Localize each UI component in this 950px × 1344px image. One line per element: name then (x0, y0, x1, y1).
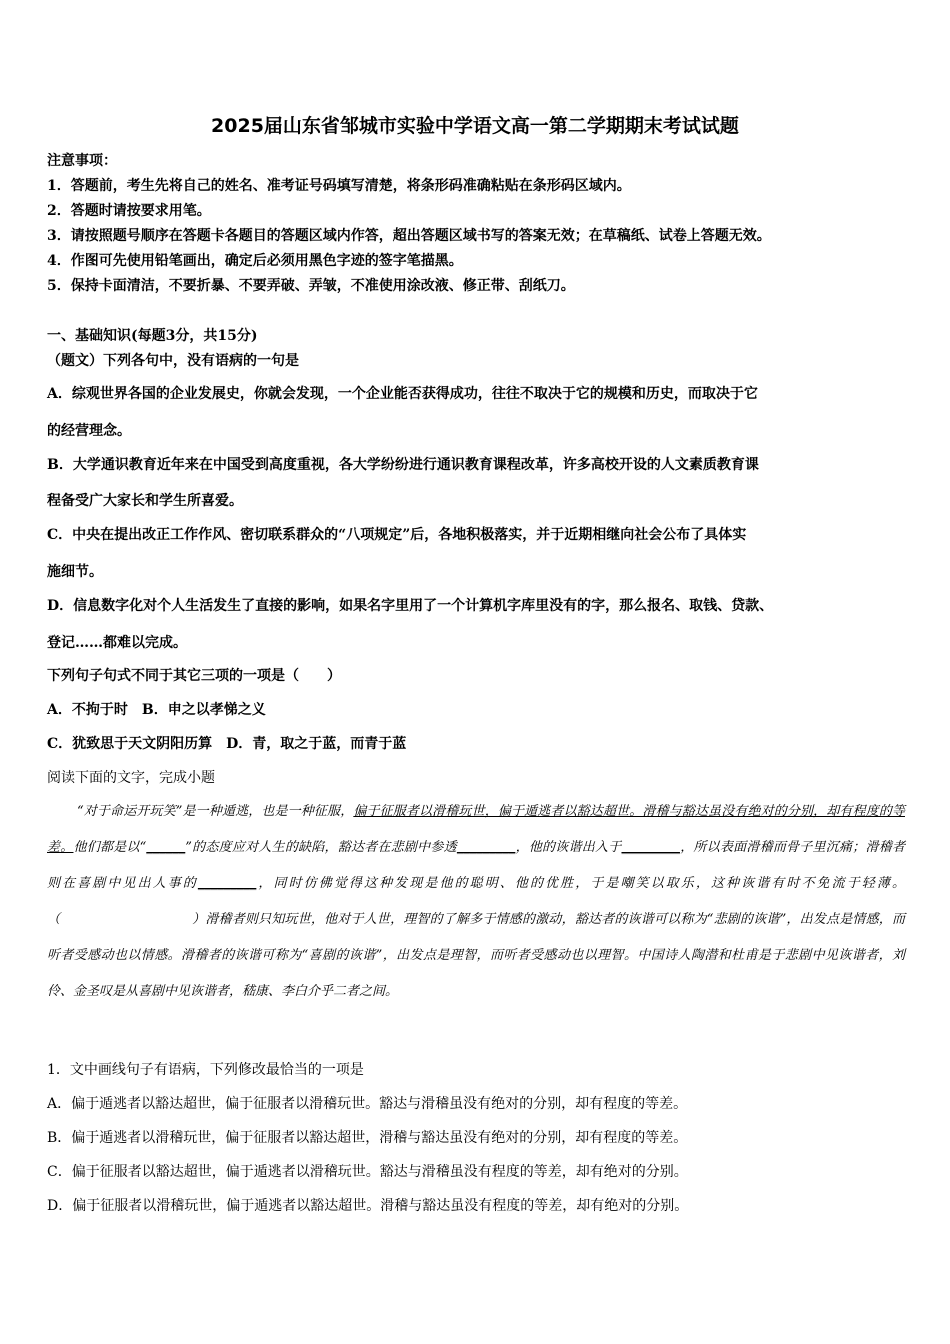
option-c: C．偏于征服者以豁达超世，偏于遁逃者以滑稽玩世。豁达与滑稽虽没有程度的等差，却有绝对的分别。 (47, 1164, 688, 1180)
option-d-cont: 登记……都难以完成。 (47, 635, 187, 651)
notice-heading: 注意事项： (47, 153, 117, 169)
question-stem: 下列句子句式不同于其它三项的一项是（ ） (47, 668, 341, 684)
passage-text: ，他的诙谐出入于 (515, 840, 622, 855)
option-c: C．中央在提出改正工作作风、密切联系群众的“八项规定”后，各地积极落实，并于近期相继向社会公布了具体实 (47, 527, 747, 543)
options-ab: A．不拘于时 B．申之以孝悌之义 (47, 702, 266, 718)
passage-text: ，所以表面滑稽而骨子里沉痛；滑稽者则在喜剧中见出人事的 (47, 840, 905, 891)
option-b-cont: 程备受广大家长和学生所喜爱。 (47, 493, 243, 509)
reading-passage (47, 794, 905, 1010)
notice-item: 3．请按照题号顺序在答题卡各题目的答题区域内作答，超出答题区域书写的答案无效；在草稿纸、试卷上答题无效。 (47, 228, 771, 244)
option-d: D．偏于征服者以滑稽玩世，偏于遁逃者以豁达超世。滑稽与豁达虽没有程度的等差，却有绝对的分别。 (47, 1198, 689, 1214)
option-d: D．信息数字化对个人生活发生了直接的影响，如果名字里用了一个计算机字库里没有的字，那么报名、取钱、贷款、 (47, 598, 774, 614)
question-stem: 1．文中画线句子有语病，下列修改最恰当的一项是 (47, 1062, 364, 1078)
notice-item: 2．答题时请按要求用笔。 (47, 203, 211, 219)
option-a-cont: 的经营理念。 (47, 423, 131, 439)
section-heading: 一、基础知识(每题3分，共15分) (47, 328, 258, 344)
reading-intro: 阅读下面的文字，完成小题 (47, 770, 215, 786)
option-b: B．大学通识教育近年来在中国受到高度重视，各大学纷纷进行通识教育课程改革，许多高校开设的人文素质教育课 (47, 457, 759, 473)
option-b: B．偏于遁逃者以滑稽玩世，偏于征服者以豁达超世，滑稽与豁达虽没有绝对的分别，却有程度的等差。 (47, 1130, 688, 1146)
passage-text: ，同时仿佛觉得这种发现是他的聪明、他的优胜，于是嘲笑以取乐，这种诙谐有时不免流于轻薄。（ ）滑稽者则只知玩世，他对于人世，理智的了解多于情感的激动，豁达者的诙谐可以称为“悲剧的诙谐”，出发点是情感，而听者受感动也以情感。滑稽者的诙谐可称为“喜剧的诙谐”，出发点是理智，而听者受感动也以理智。中国诗人陶潜和杜甫是于悲剧中见诙谐者，刘伶、金圣叹是从喜剧中见诙谐者，嵇康、李白介乎二者之间。 (47, 876, 905, 999)
underlined-sentence: 偏于征服者以滑稽玩世，偏于遁逃者以豁达超世。滑稽与豁达虽没有绝对的分别，却有程度的等差。 (47, 804, 905, 855)
fill-blank: _________ (197, 876, 257, 891)
passage-text: ”的态度应对人生的缺陷，豁达者在悲剧中参透 (185, 840, 457, 855)
passage-text: “对于命运开玩笑”是一种遁逃，也是一种征服， (77, 804, 354, 819)
fill-blank: _________ (621, 840, 680, 855)
fill-blank: _________ (456, 840, 516, 855)
notice-item: 1．答题前，考生先将自己的姓名、准考证号码填写清楚，将条形码准确粘贴在条形码区域内。 (47, 178, 631, 194)
page-title: 2025届山东省邹城市实验中学语文高一第二学期期末考试试题 (211, 115, 739, 137)
passage-text: 他们都是以“ (73, 840, 147, 855)
option-c-cont: 施细节。 (47, 564, 103, 580)
notice-item: 5．保持卡面清洁，不要折暴、不要弄破、弄皱，不准使用涂改液、修正带、刮纸刀。 (47, 278, 575, 294)
options-cd: C．犹致思于天文阴阳历算 D．青，取之于蓝，而青于蓝 (47, 736, 407, 752)
notice-item: 4．作图可先使用铅笔画出，确定后必须用黑色字迹的签字笔描黑。 (47, 253, 463, 269)
option-a: A．偏于遁逃者以豁达超世，偏于征服者以滑稽玩世。豁达与滑稽虽没有绝对的分别，却有程度的等差。 (47, 1096, 688, 1112)
question-stem: （题文）下列各句中，没有语病的一句是 (47, 353, 299, 369)
fill-blank: ______ (146, 840, 186, 855)
option-a: A．综观世界各国的企业发展史，你就会发现，一个企业能否获得成功，往往不取决于它的规模和历史，而取决于它 (47, 386, 758, 402)
